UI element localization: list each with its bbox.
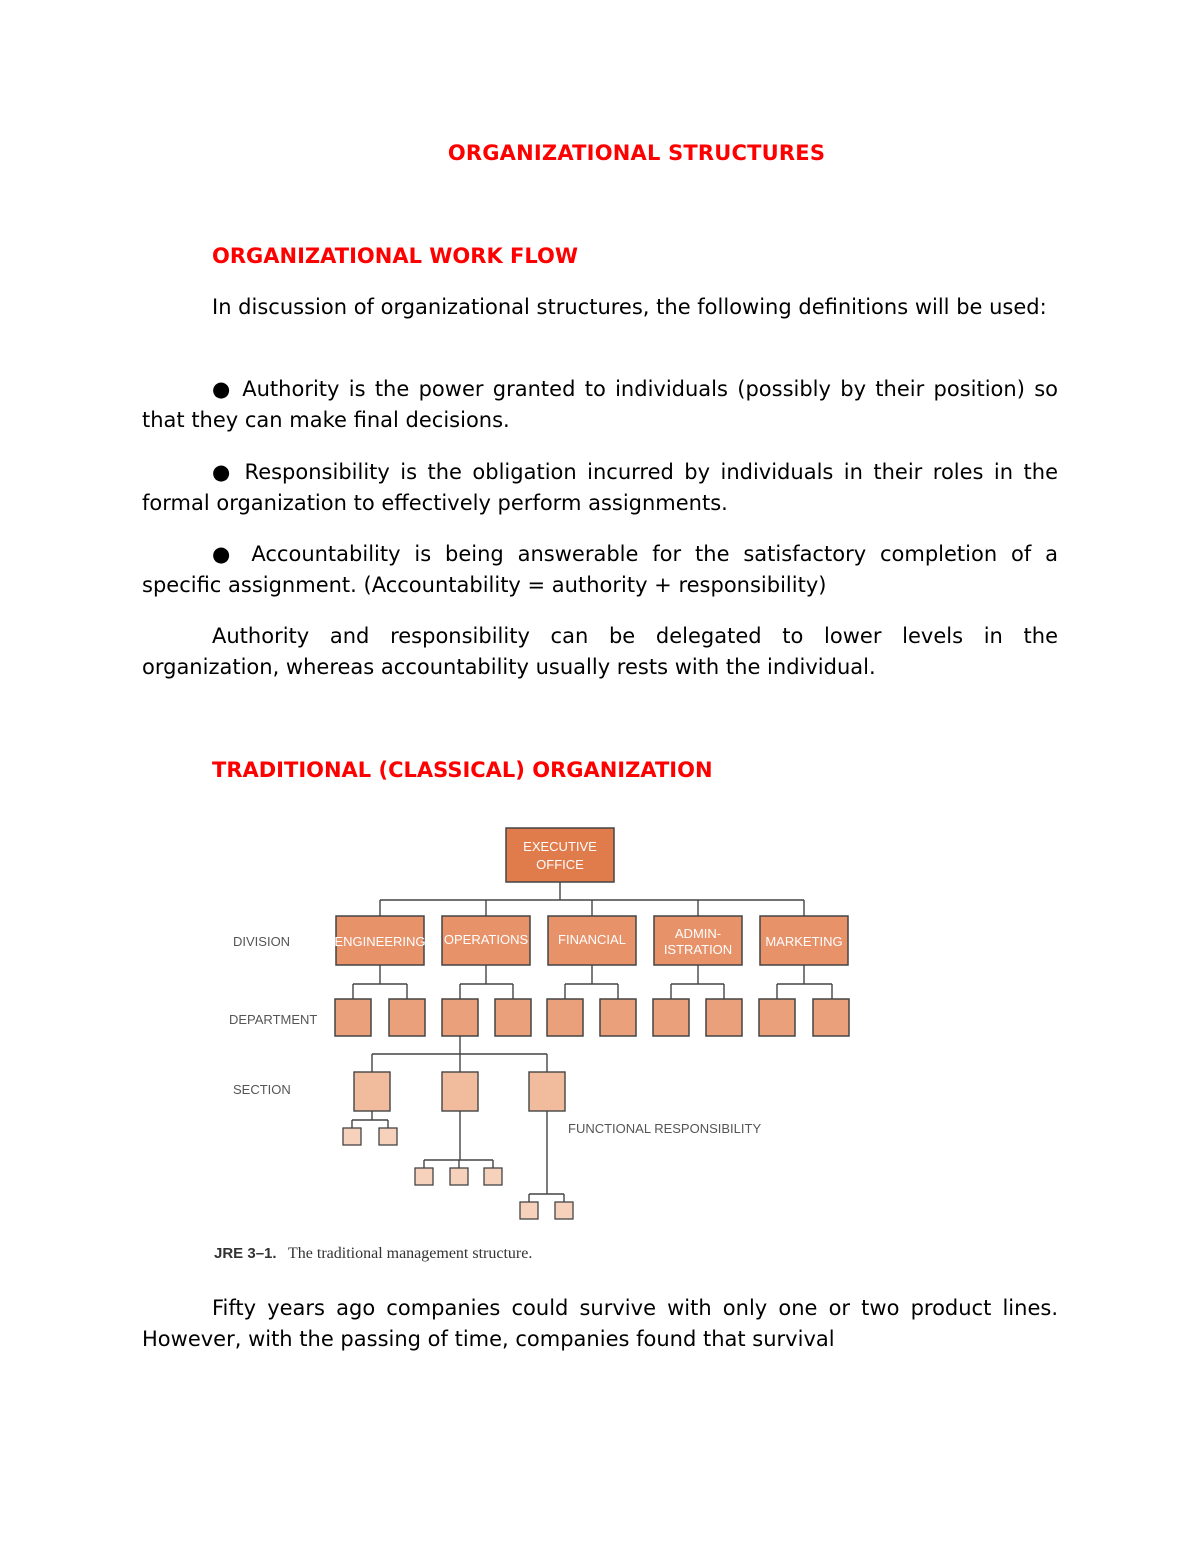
division-label: FINANCIAL — [558, 932, 626, 947]
department-box — [495, 999, 531, 1036]
closing-paragraph: Authority and responsibility can be delegated to lower levels in the organization, whereas accountability usually rests with the individual. — [142, 624, 1058, 679]
document-title: ORGANIZATIONAL STRUCTURES — [447, 141, 826, 165]
level-label-section: SECTION — [233, 1082, 291, 1097]
division-label: OPERATIONS — [443, 932, 529, 947]
functional-box — [484, 1168, 502, 1185]
department-box — [442, 999, 478, 1036]
division-label: MARKETING — [765, 934, 843, 949]
department-box — [759, 999, 795, 1036]
executive-office-rect — [506, 828, 614, 882]
bullet-authority: ● Authority is the power granted to individuals (possibly by their position) so that they can make final decisions. — [142, 377, 1058, 432]
division-box-operations — [442, 916, 530, 965]
figure-caption-text: The traditional management structure. — [288, 1245, 533, 1262]
org-chart-figure — [212, 818, 872, 1278]
department-boxes — [335, 999, 849, 1036]
functional-box — [555, 1202, 573, 1219]
functional-box — [520, 1202, 538, 1219]
division-label-line-2: ISTRATION — [663, 942, 733, 957]
division-box-marketing — [760, 916, 848, 965]
department-box — [600, 999, 636, 1036]
department-box — [706, 999, 742, 1036]
functional-box — [450, 1168, 468, 1185]
department-box — [547, 999, 583, 1036]
section-box — [529, 1072, 565, 1111]
functional-box — [379, 1128, 397, 1145]
section-box — [442, 1072, 478, 1111]
section-boxes — [354, 1072, 565, 1111]
section-box — [354, 1072, 390, 1111]
functional-box — [415, 1168, 433, 1185]
figure-caption-number: JRE 3–1. — [214, 1245, 277, 1262]
division-box-engineering — [334, 916, 425, 965]
executive-office-line-2: OFFICE — [536, 857, 584, 872]
department-box — [813, 999, 849, 1036]
executive-office-box — [506, 828, 614, 882]
department-box — [335, 999, 371, 1036]
division-box-administration — [654, 916, 742, 965]
after-figure-paragraph: Fifty years ago companies could survive with only one or two product lines. However, with the passing of time, companies found that survival — [142, 1296, 1058, 1351]
level-label-department: DEPARTMENT — [229, 1012, 318, 1027]
level-label-functional: FUNCTIONAL RESPONSIBILITY — [568, 1121, 762, 1136]
department-box — [389, 999, 425, 1036]
division-label-line-1: ADMIN- — [674, 926, 722, 941]
functional-box — [343, 1128, 361, 1145]
functional-boxes — [343, 1128, 573, 1219]
intro-paragraph: In discussion of organizational structures, the following definitions will be used: — [212, 295, 1047, 319]
bullet-responsibility: ● Responsibility is the obligation incurred by individuals in their roles in the formal organization to effectively perform assignments. — [142, 460, 1058, 515]
department-box — [653, 999, 689, 1036]
division-label: ENGINEERING — [334, 934, 426, 949]
section-heading-work-flow: ORGANIZATIONAL WORK FLOW — [212, 244, 579, 268]
division-box-financial — [548, 916, 636, 965]
executive-office-line-1: EXECUTIVE — [523, 839, 597, 854]
bullet-accountability: ● Accountability is being answerable for the satisfactory completion of a specific assignment. (Accountability = authority + responsibility) — [142, 542, 1058, 597]
section-heading-traditional: TRADITIONAL (CLASSICAL) ORGANIZATION — [212, 758, 713, 782]
level-label-division: DIVISION — [233, 934, 291, 949]
